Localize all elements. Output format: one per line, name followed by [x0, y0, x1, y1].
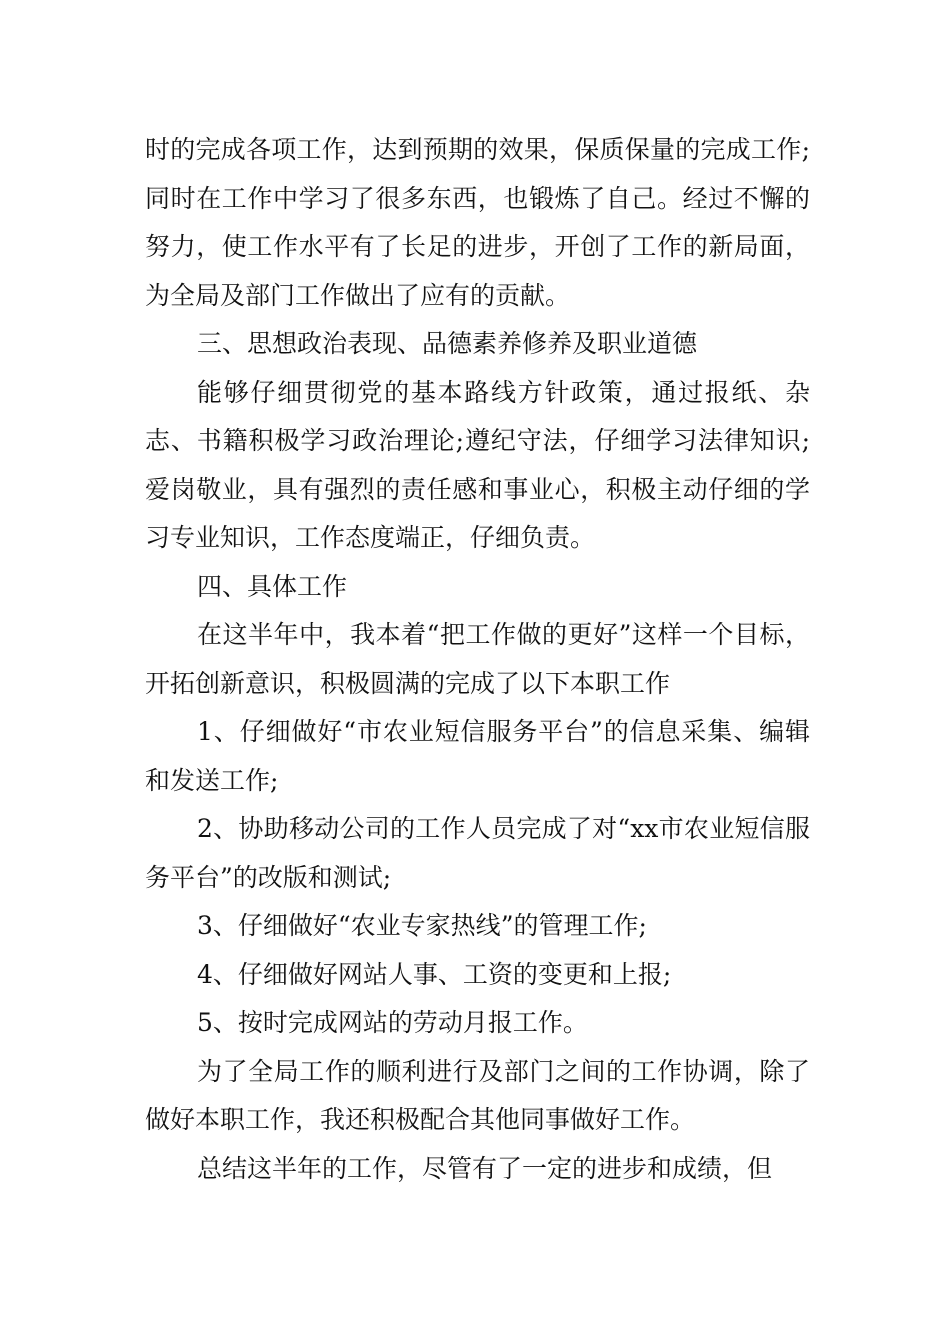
paragraph-cooperation: 为了全局工作的顺利进行及部门之间的工作协调，除了做好本职工作，我还积极配合其他同事做好工作。	[145, 1056, 810, 1134]
paragraph-continuation: 时的完成各项工作，达到预期的效果，保质保量的完成工作;同时在工作中学习了很多东西，也锻炼了自己。经过不懈的努力，使工作水平有了长足的进步，开创了工作的新局面，为全局及部门工作做出了应有的贡献。	[145, 135, 810, 310]
paragraph-summary: 总结这半年的工作，尽管有了一定的进步和成绩，但	[197, 1153, 773, 1183]
list-item-5: 5、按时完成网站的劳动月报工作。	[197, 1008, 588, 1037]
list-item-4: 4、仔细做好网站人事、工资的变更和上报;	[197, 959, 672, 989]
paragraph-intro-work: 在这半年中，我本着“把工作做的更好”这样一个目标，开拓创新意识，积极圆满的完成了以下本职工作	[145, 620, 810, 698]
paragraph-political: 能够仔细贯彻党的基本路线方针政策，通过报纸、杂志、书籍积极学习政治理论;遵纪守法，仔细学习法律知识;爱岗敬业，具有强烈的责任感和事业心，积极主动仔细的学习专业知识，工作态度端正，仔细负责。	[145, 377, 810, 552]
section-heading-4: 四、具体工作	[197, 571, 348, 601]
list-item-1: 1、仔细做好“市农业短信服务平台”的信息采集、编辑和发送工作;	[145, 717, 810, 795]
document-body	[145, 126, 810, 1193]
list-item-3: 3、仔细做好“农业专家热线”的管理工作;	[197, 911, 647, 940]
section-heading-3: 三、思想政治表现、品德素养修养及职业道德	[197, 329, 698, 358]
list-item-2: 2、协助移动公司的工作人员完成了对“xx市农业短信服务平台”的改版和测试;	[145, 814, 810, 892]
